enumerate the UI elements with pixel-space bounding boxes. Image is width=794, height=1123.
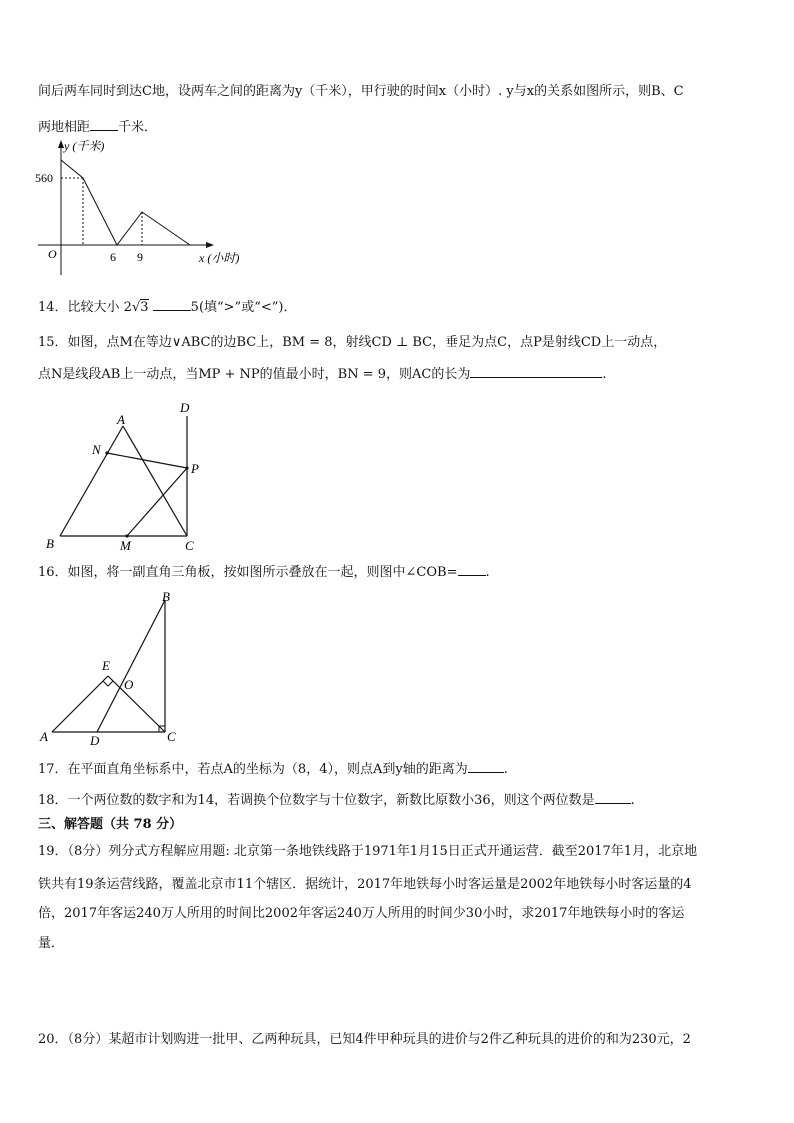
q15-line2-post: . xyxy=(602,367,607,382)
q15-line2: 点N是线段AB上一动点，当MP + NP的值最小时，BN = 9，则AC的长为 xyxy=(38,367,471,382)
answer-blank xyxy=(468,759,504,773)
q19-text-line3: 倍，2017年客运240万人所用的时间比2002年客运240万人所用的时间少30小时，求2017年地铁每小时的客运 xyxy=(38,906,685,921)
set-square-figure-q16 xyxy=(34,588,194,748)
q17-text xyxy=(38,759,508,779)
y-tick-560: 560 xyxy=(35,171,53,185)
label-D: D xyxy=(90,733,100,748)
label-C: C xyxy=(185,538,194,553)
q14-text xyxy=(38,297,296,317)
section-heading: 三、解答题（共 78 分） xyxy=(38,817,183,832)
label-A: A xyxy=(117,412,125,427)
q19-text-line2: 铁共有19条运营线路，覆盖北京市11个辖区．据统计，2017年地铁每小时客运量是2002年地铁每小时客运量的4 xyxy=(38,877,692,892)
label-P: P xyxy=(191,461,199,476)
answer-blank xyxy=(470,364,602,378)
q16-post: . xyxy=(485,565,490,580)
q16-text xyxy=(38,562,490,582)
label-O: O xyxy=(124,677,134,692)
graph-line xyxy=(61,160,190,245)
label-N: N xyxy=(92,442,101,457)
x-axis-label: x (小时) xyxy=(199,251,240,265)
q18-text xyxy=(38,790,635,810)
q16-question: 16．如图，将一副直角三角板，按如图所示叠放在一起，则图中∠COB= xyxy=(38,565,458,580)
label-A: A xyxy=(40,729,48,744)
q17-post: . xyxy=(503,762,508,777)
q18-question: 18．一个两位数的数字和为14，若调换个位数字与十位数字，新数比原数小36，则这个两位数是 xyxy=(38,793,595,808)
label-B: B xyxy=(46,536,54,551)
triangle-figure-q15 xyxy=(40,398,210,558)
answer-blank xyxy=(90,117,118,131)
answer-blank xyxy=(458,562,486,576)
label-C: C xyxy=(167,729,176,744)
x-tick-9: 9 xyxy=(137,250,143,264)
label-M: M xyxy=(120,538,131,553)
q19-text-line4: 量． xyxy=(38,936,65,951)
y-axis-label: y (千米) xyxy=(64,139,105,153)
x-axis-arrow xyxy=(206,242,214,248)
q14-pre: 14．比较大小 2 xyxy=(38,300,132,315)
q20-text-line1: 20．（8分）某超市计划购进一批甲、乙两种玩具，已知4件甲种玩具的进价与2件乙种玩具的进价的和为230元，2 xyxy=(38,1032,691,1047)
label-E: E xyxy=(102,658,110,673)
label-B: B xyxy=(162,589,170,604)
q14-post: 5(填“>”或“<”)． xyxy=(190,300,297,315)
q13-text-line1: 间后两车同时到达C地，设两车之间的距离为y（千米），甲行驶的时间x（小时）. y与x的关系如图所示，则B、C xyxy=(38,84,684,99)
answer-blank xyxy=(153,297,191,311)
x-tick-6: 6 xyxy=(110,250,116,264)
sqrt-symbol: √ xyxy=(131,300,141,315)
q13-text-line2 xyxy=(38,117,157,137)
q13-line2-post: 千米． xyxy=(118,120,158,135)
q17-question: 17．在平面直角坐标系中，若点A的坐标为（8，4），则点A到y轴的距离为 xyxy=(38,762,468,777)
distance-time-graph xyxy=(30,135,260,275)
q19-text-line1: 19．（8分）列分式方程解应用题: 北京第一条地铁线路于1971年1月15日正式开通运营．截至2017年1月，北京地 xyxy=(38,844,698,859)
q13-line2-pre: 两地相距 xyxy=(38,120,91,135)
label-D: D xyxy=(180,400,190,415)
q15-text-line2 xyxy=(38,364,607,384)
q15-text-line1: 15．如图，点M在等边∨ABC的边BC上，BM = 8，射线CD ⊥ BC，垂足为点C，点P是射线CD上一动点， xyxy=(38,335,667,350)
q18-post: . xyxy=(630,793,635,808)
origin-label: O xyxy=(48,247,57,261)
answer-blank xyxy=(595,790,631,804)
q14-radicand: 3 xyxy=(140,300,149,315)
